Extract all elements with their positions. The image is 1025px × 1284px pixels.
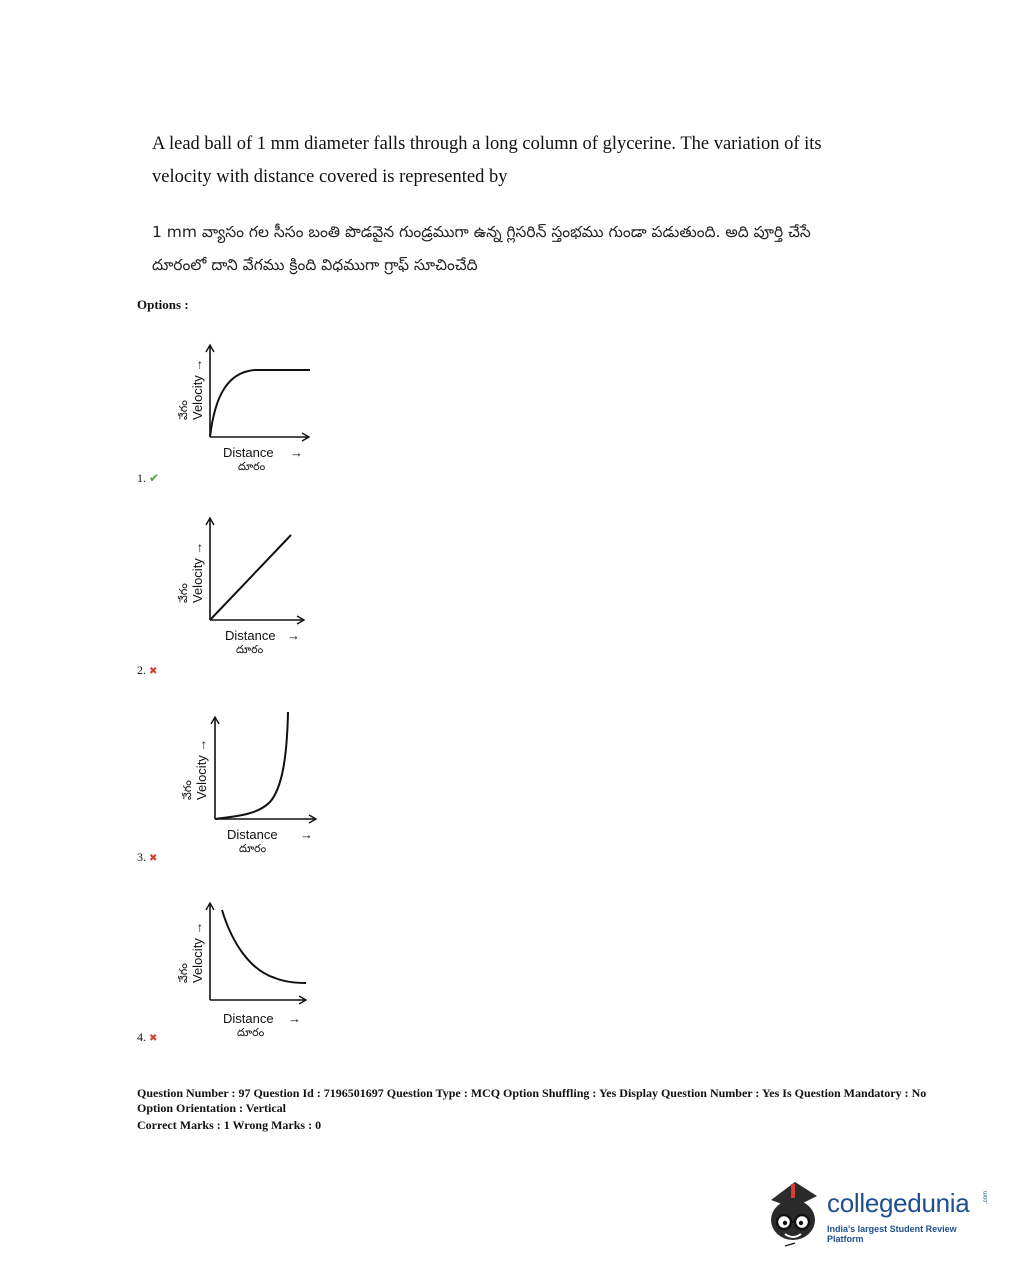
x-axis-label-telugu: దూరం [236,643,264,656]
marks-line: Correct Marks : 1 Wrong Marks : 0 [137,1118,322,1132]
velocity-curve [215,712,288,819]
option-2-graph[interactable] [160,513,330,658]
option-4-graph[interactable] [160,898,330,1043]
x-axis-label-telugu: దూరం [237,1026,265,1039]
velocity-curve [210,535,291,620]
y-axis-label: Velocity → [194,738,209,800]
wrong-cross-icon: ✖ [149,1033,158,1044]
y-axis-label-telugu: వేగం [177,963,190,983]
option-1-number [137,471,159,486]
option-1-graph[interactable] [160,340,330,475]
option-number: 3. [137,850,146,864]
collegedunia-logo[interactable] [765,1176,995,1251]
mascot-icon [765,1176,825,1251]
velocity-curve [222,910,306,983]
y-axis-label-telugu: వేగం [177,400,190,420]
y-axis-label: Velocity → [190,921,205,983]
brand-tagline: India's largest Student Review Platform [827,1224,957,1244]
wrong-cross-icon: ✖ [149,853,158,864]
y-axis-label: Velocity → [190,541,205,603]
correct-check-icon: ✔ [149,471,160,485]
x-axis-arrow-symbol: → [300,827,313,842]
wrong-cross-icon: ✖ [149,666,158,677]
x-axis-label: Distance [223,445,274,460]
x-axis-label: Distance [227,827,278,842]
question-metadata-line: Question Number : 97 Question Id : 7196501697 Question Type : MCQ Option Shuffling : Yes Display Question Number : Yes Is Question Mandatory : No Option Orientation : Vertical [137,1086,927,1115]
option-number: 1. [137,471,146,485]
x-axis-arrow-symbol: → [288,1011,301,1026]
option-4-number [137,1030,157,1045]
x-axis-label-telugu: దూరం [239,842,267,855]
option-3-number [137,850,157,865]
question-text-english: A lead ball of 1 mm diameter falls through a long column of glycerine. The variation of its velocity with distance covered is represented by [152,134,822,187]
y-axis-label-telugu: వేగం [181,780,194,800]
x-axis-label: Distance [223,1011,274,1026]
y-axis-label: Velocity → [190,358,205,420]
brand-dotcom: .com [983,1190,989,1204]
question-text-telugu: 1 mm వ్యాసం గల సీసం బంతి పొడవైన గుండ్రముగా ఉన్న గ్లిసరిన్ స్తంభము గుండా పడుతుంది. అది పూర్తి చేసే దూరంలో దాని వేగము క్రింది విధముగా గ్రాఫ్ సూచించేది [152,223,811,274]
velocity-curve [210,370,310,437]
x-axis-label: Distance [225,628,276,643]
x-axis-arrow-symbol: → [287,628,300,643]
options-label: Options : [137,297,189,312]
x-axis-arrow-symbol: → [290,445,303,460]
brand-name: collegedunia [827,1188,970,1218]
x-axis-label-telugu: దూరం [238,460,266,473]
question-metadata [137,1086,927,1133]
option-number: 4. [137,1030,146,1044]
y-axis-label-telugu: వేగం [177,583,190,603]
option-2-number [137,663,157,678]
option-3-graph[interactable] [160,708,330,858]
option-number: 2. [137,663,146,677]
